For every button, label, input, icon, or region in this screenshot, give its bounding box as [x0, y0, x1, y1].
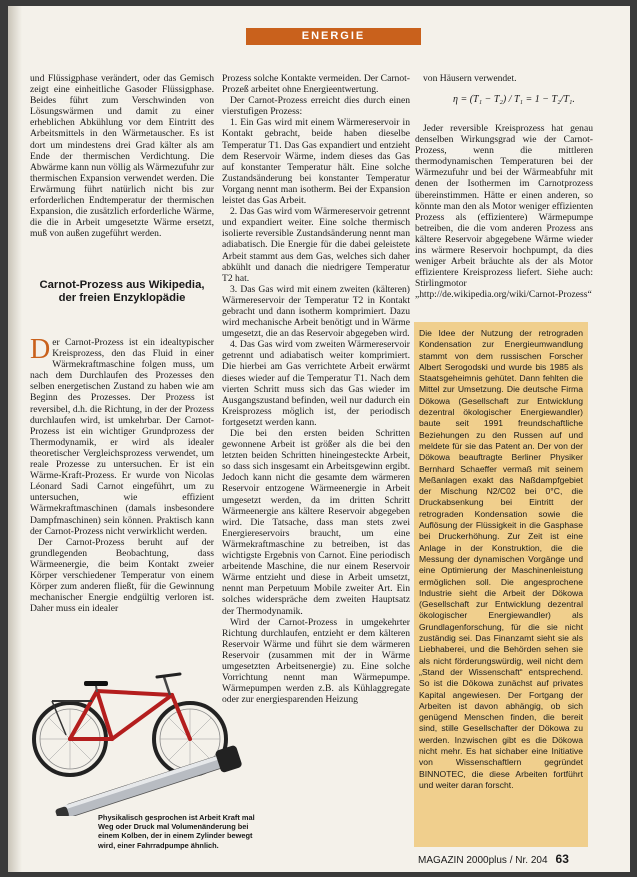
col2-step-3: 3. Das Gas wird mit einem zweiten (kälteren) Wärmereservoir der Temperatur T2 in Kontakt gebracht und dann isotherm komprimiert. Dazu wird mechanische Arbeit benötigt und in Wärme umgesetzt, die an das Reservoir abgegeben wird.	[222, 283, 410, 340]
carnot-efficiency-formula: η = (T₁ − T₂) / T₁ = 1 − T₂/T₁.	[453, 94, 575, 105]
col2-paragraph-2: Der Carnot-Prozess erreicht dies durch einen vierstufigen Prozess:	[222, 95, 410, 118]
col2-step-2: 2. Das Gas wird vom Wärmereservoir getrennt und expandiert weiter. Eine solche thermisch isolierte reversible Zustandsänderung nennt man adiabatisch. Die Energie für die dabei geleistete Arbeit stammt aus dem Gas, welches sich daher abkühlt und danach die niedrigere Temperatur T2 hat.	[222, 206, 410, 284]
col2-paragraph-3: Die bei den ersten beiden Schritten gewonnene Arbeit ist größer als die bei den letzten beiden Schritten hineingesteckte Arbeit, so dass sich insgesamt ein Arbeitsgewinn ergibt. Jedoch kann nicht die gesamte dem wärmeren Reservoir entzogene Wärmeenergie in Arbeit umgesetzt werden, da im dritten Schritt Wärmeenergie ans kältere Reservoir abgegeben wird. Die Tatsache, dass man stets zwei Energiereservoirs braucht, um eine Wärmekraftmaschine zu betreiben, ist das wichtigste Ergebnis von Carnot. Eine periodisch arbeitende Maschine, die nur einem Reservoir Wärme entzieht und diese in Arbeit umsetzt, nennt man Perpetuum Mobile zweiter Art. Ein solches widerspräche dem zweiten Hauptsatz der Thermodynamik.	[222, 428, 410, 617]
column-3-text	[415, 123, 593, 301]
wiki-heading: Carnot-Prozess aus Wikipedia, der freien Enzyklopädie	[39, 279, 205, 304]
col2-step-1: 1. Ein Gas wird mit einem Wärmereservoir in Kontakt gebracht, beide haben dieselbe Temperatur T1. Das Gas expandiert und entzieht dem Reservoir Wärme, indem dieses das Gas auf konstanter Temperatur hält. Eine solche Zustandsänderung bei konstanter Temperatur Vorgang nennt man isotherm. Bei der Expansion leistet das Gas Arbeit.	[222, 117, 410, 207]
wiki-paragraph-2: Der Carnot-Prozess beruht auf der grundlegenden Beobachtung, dass Wärmeenergie, die beim Kontakt zweier Körper verschiedener Temperatur von einem Körper zum anderen fließt, für die Gewinnung mechanischer Energie endgültig verloren ist. Daher muss ein idealer	[30, 536, 214, 615]
col2-intro: Prozess solche Kontakte vermeiden. Der Carnot-Prozeß arbeitet ohne Energieentwertung.	[222, 73, 410, 96]
magazine-page	[8, 6, 630, 872]
col3-top-line: von Häusern verwendet.	[423, 73, 517, 84]
page-gutter	[8, 6, 22, 872]
info-box: Die Idee der Nutzung der retrograden Kondensation zur Energieumwandlung stammt von dem russischen Forscher Albert Serogodski und wurde bis 1985 als Staatsgeheimnis gehütet. Dann fehlten die Mittel zur Umsetzung. Die deutsche Firma Dökowa (Gesellschaft zur Entwicklung dezentral ökologischer Energiewandler) baute seit 1991 freundschaftliche Beziehungen zu den Russen auf und meldete für sie das Patent an. Der von der Dökowa beauftragte Berliner Physiker Bernhard Schaeffer vermaß mit seinem Meßanlagen exakt das Naßdampfgebiet der Mischung N2/C02 bei 0°C, die Druckabsenkung bei Eintritt der retrograden Kondensation sowie die Auflösung der Flüssigkeit in die Gasphase bei Druckerhöhung. Zur Zeit ist eine Anlage in der Konstruktion, die die Messung der dynamischen Vorgänge und eine Optimierung der Maschinenleistung ermöglichen soll. Die angesprochene Industrie sieht die Arbeit der Dökowa (Gesellschaft zur Entwicklung dezentral ökologischer Energiewandler) als Grundlagenforschung, für die sie nicht zuständig sei. Das Finanzamt sieht sie als Liebhaberei, und die Behörden sehen sie als nicht förderungswürdig, weil nicht dem „Stand der Wissenschaft“ entsprechend. So ist die Dökowa zunächst auf privates Kapital angewiesen. Der Fortgang der Arbeiten ist davon abhängig, ob sich genügend Menschen finden, die bereit sind, stille Gesellschafter der Dökowa zu werden. Inzwischen gibt es die Dökowa nicht mehr. Es hat sichaber eine Initiative von Wissenschaftlern gegründet BINNOTEC, die diese Arbeiten fortführt und weiter daran forscht.	[414, 322, 588, 847]
column-3-top	[415, 73, 593, 84]
column-2	[222, 73, 410, 705]
bicycle-pump-photo	[22, 661, 256, 816]
photo-caption: Physikalisch gesprochen ist Arbeit Kraft mal Weg oder Druck mal Volumenänderung bei einem Kolben, der in einem Zylinder bewegt wird, einer Fahrradpumpe ähnlich.	[98, 813, 255, 850]
page-number: 63	[555, 852, 569, 866]
column-1-top	[30, 73, 214, 239]
magazine-name: MAGAZIN 2000plus / Nr. 204	[418, 855, 548, 866]
wiki-paragraph-1	[30, 334, 214, 537]
page-footer	[418, 852, 593, 866]
col1-paragraph: und Flüssigphase verändert, oder das Gemisch zeigt eine einheitliche Gasoder Flüssigphase. Beides führt zum Verschwinden von Lösungswärmen und damit zu einer erheblichen Abkühlung vor dem Eintritt des Arbeitsmittels in den Wärmetauscher. Es ist dort um mindestens drei Grad kälter als am Ende der thermischen Verdichtung. Die Abwärme kann nun völlig als Wärmezufuhr zur thermischen Expansion verwendet werden. Die Erwärmung führt natürlich nicht bis zur erforderlichen Endtemperatur der thermischen Expansion, die zusätzlich erforderliche Wärme, die die in Arbeit umgesetzte Wärme ersetzt, muß von außen zugeführt werden.	[30, 73, 214, 240]
section-label: ENERGIE	[246, 28, 421, 45]
col3-paragraph: Jeder reversible Kreisprozess hat genau denselben Wirkungsgrad wie der Carnot-Prozess, wenn die mittleren thermodynamischen Temperaturen bei der Wärmezufuhr und bei der Wärmeabfuhr mit denen der Isothermen im Carnotprozess übereinstimmen. Hätte er einen anderen, so könnte man den als Motor weniger effizienten Prozess als (effizientere) Wärmepumpe betreiben, die die vom anderen Prozess ans kältere Reservoir abgegebene Wärme wieder ins wärmere Reservoir hochpumpt, da dies weniger Arbeit bräuchte als der als Motor effizientere Kreisprozess liefert. Siehe auch: Stirlingmotor „http://de.wikipedia.org/wiki/Carnot-Prozess“	[415, 123, 593, 301]
col2-paragraph-4: Wird der Carnot-Prozess in umgekehrter Richtung durchlaufen, entzieht er dem kälteren Reservoir Wärme und führt sie dem wärmeren Reservoir (zusammen mit der in Wärme umgesetzten Arbeitsenergie) zu. Eine solche Vorrichtung nennt man Wärmepumpe. Wärmepumpen werden z.B. als Kühlaggregate oder zur energiesparenden Heizung	[222, 616, 410, 706]
col2-step-4: 4. Das Gas wird vom zweiten Wärmereservoir getrennt und adiabatisch weiter komprimiert. Die hierbei am Gas verrichtete Arbeit erwärmt dieses wieder auf die Temperatur T1. Nach dem vierten Schritt muss sich das Gas wieder im Ausgangszustand befinden, weil nur dadurch ein Kreisprozess möglich ist, der periodisch fortgesetzt werden kann.	[222, 339, 410, 428]
drop-cap: D	[30, 334, 51, 365]
wiki-paragraph-1-text: er Carnot-Prozess ist ein idealtypischer Kreisprozess, den das Fluid in einer Wärmekraftmaschine folgen muss, um nach dem Durchlaufen des Prozesses den selben energetischen Zustand zu haben wie am Beginn des Prozesses. Der Prozess ist reversibel, d.h. die Richtung, in der der Prozess durchlaufen wird, ist umkehrbar. Der Carnot-Prozess ist ein wichtiger Grundprozess der Thermodynamik, er wird als idealer theoretischer Vergleichsprozess verwendet, um reale Prozesse zu untersuchen. Er ist ein Wärme-Kraft-Prozess. Er wurde von Nicolas Léonard Sadi Carnot eingeführt, um zu untersuchen, wie effizient Wärmekraftmaschinen (damals insbesondere Dampfmaschinen) sein können. Praktisch kann der Carnot-Prozess nicht verwirklicht werden.	[30, 337, 214, 537]
wiki-text-block	[30, 334, 214, 615]
